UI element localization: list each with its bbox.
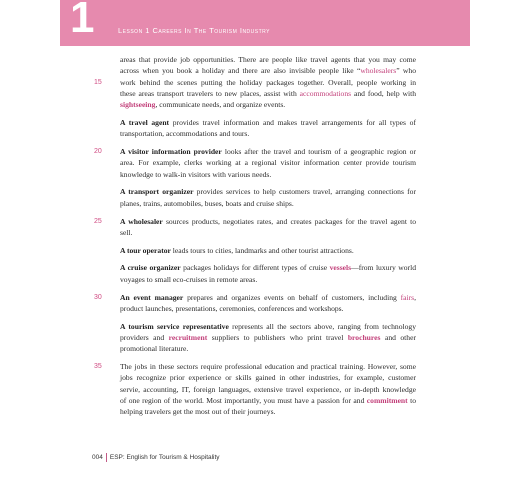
text-run: provides travel information and makes travel arrangements for all types of [169,117,416,127]
chapter-number: 1 [70,0,95,42]
term-event-manager: An event manager [120,292,184,302]
text-run: knowledge to walk-in visitors with various needs. [120,169,272,179]
line-number: 25 [94,217,102,225]
paragraph-cruise-organizer [120,262,416,285]
text-line [120,157,416,168]
text-run: providers and [120,332,169,342]
paragraph-conclusion [94,361,416,417]
text-run: sources products, negotiates rates, and creates packages for the travel agent to [162,216,416,226]
text-run: product launches, presentations, ceremonies, conferences and workshops. [120,303,344,313]
text-run: and other [380,332,416,342]
paragraph-tour-operator [120,245,416,256]
text-line [120,117,416,128]
text-run: represents all the sectors above, ranging from technology [228,321,416,331]
text-run: and food, help with [351,88,417,98]
term-visitor-information-provider: A visitor information provider [120,147,222,157]
term-tour-operator: A tour operator [120,245,171,255]
chapter-title: Lesson 1 Careers In The Tourism Industry [118,26,271,35]
text-line [94,216,416,227]
text-line [120,186,416,197]
glossary-term-vessels[interactable]: vessels [329,263,352,273]
paragraph-intro [94,54,417,110]
text-line [120,169,416,180]
text-run: , communicate needs, and organize events. [155,100,286,110]
text-run: sell. [120,227,133,237]
page-number: 004 [92,454,103,462]
text-run: looks after the travel and tourism of a geographic region or [221,147,416,157]
text-line [120,54,416,65]
text-run: leads tours to cities, landmarks and other tourist attractions. [170,245,354,255]
text-run: voyages to small eco-cruises in remote areas. [120,274,258,284]
text-run: planes, trains, automobiles, buses, boats and cruise ships. [120,198,294,208]
text-line [94,77,416,88]
text-line [94,146,416,157]
text-run: packages holidays for different types of cruise [180,263,330,273]
text-line [120,303,416,314]
line-number: 20 [94,148,102,156]
paragraph-tourism-service-representative [120,321,416,355]
term-cruise-organizer: A cruise organizer [120,263,181,273]
text-line [120,99,416,110]
text-line [120,384,416,395]
text-run: provides services to help customers travel, arranging connections for [193,187,416,197]
text-run: transportation, accommodations and tours. [120,129,250,139]
term-tourism-service-representative: A tourism service representative [120,321,229,331]
paragraph-visitor-information-provider [94,146,416,180]
glossary-term-commitment[interactable]: commitment [366,395,408,405]
line-number: 15 [94,78,102,86]
text-run: of one region of the world. Most importantly, you must have a passion for and [120,395,367,405]
term-wholesaler: A wholesaler [120,216,163,226]
chapter-header-band [60,0,470,46]
paragraph-transport-organizer [120,186,416,209]
glossary-term-accommodations[interactable]: accommodations [299,88,352,98]
book-title: ESP: English for Tourism & Hospitality [109,454,220,462]
text-line [120,343,416,354]
text-line [120,332,416,343]
text-run: prepares and organizes events on behalf of customers, including [183,292,401,302]
text-run: to [407,395,416,405]
text-line [120,245,416,256]
text-line [120,65,416,76]
glossary-term-sightseeing[interactable]: sightseeing [120,100,156,110]
paragraph-event-manager [94,292,416,315]
text-line [120,227,416,238]
glossary-term-recruitment[interactable]: recruitment [168,332,208,342]
text-line [120,395,416,406]
text-run: areas that provide job opportunities. There are people like travel agents that you may come [120,55,416,64]
term-transport-organizer: A transport organizer [120,187,194,197]
text-run: —from luxury world [351,263,416,273]
text-run: across when you book a holiday and there are also invisible people like “ [120,66,361,76]
text-line [120,321,416,332]
line-number: 30 [94,293,102,301]
text-run: The jobs in these sectors require professional education and practical training. However, some [120,362,416,372]
text-run: suppliers to publishers who print travel [207,332,348,342]
text-run: servie, accounting, IT, foreign languages, extensive travel experience, or in-depth knowledge [120,384,416,394]
text-run: ” who [396,66,416,76]
text-run: helping travelers get the most out of their journeys. [120,407,276,417]
text-line [120,198,416,209]
term-travel-agent: A travel agent [120,117,170,127]
text-run: , [414,292,416,302]
glossary-term-fairs[interactable]: fairs [400,292,415,302]
page-footer [92,453,220,462]
text-line [120,372,416,383]
text-run: these areas transport travelers to new places, assist with [120,88,300,98]
text-run: jobs recognize prior experience or skills gained in other industries, for example, customer [120,373,416,383]
text-run: promotional literature. [120,344,189,354]
footer-divider [106,453,107,462]
glossary-term-wholesalers[interactable]: wholesalers [360,66,397,76]
text-run: work behind the scenes putting the holiday packages together. Overall, people working in [120,77,416,87]
text-line [120,262,416,273]
text-line [94,292,416,303]
glossary-term-brochures[interactable]: brochures [347,332,381,342]
text-line [120,274,416,285]
text-line [120,128,416,139]
body-text [94,54,417,424]
line-number: 35 [94,363,102,371]
text-line [120,88,416,99]
text-run: area. For example, clerks working at a regional visitor information center provide tourism [120,158,416,168]
text-line [94,361,416,372]
paragraph-wholesaler [94,216,416,239]
paragraph-travel-agent [120,117,416,140]
text-line [120,406,416,417]
